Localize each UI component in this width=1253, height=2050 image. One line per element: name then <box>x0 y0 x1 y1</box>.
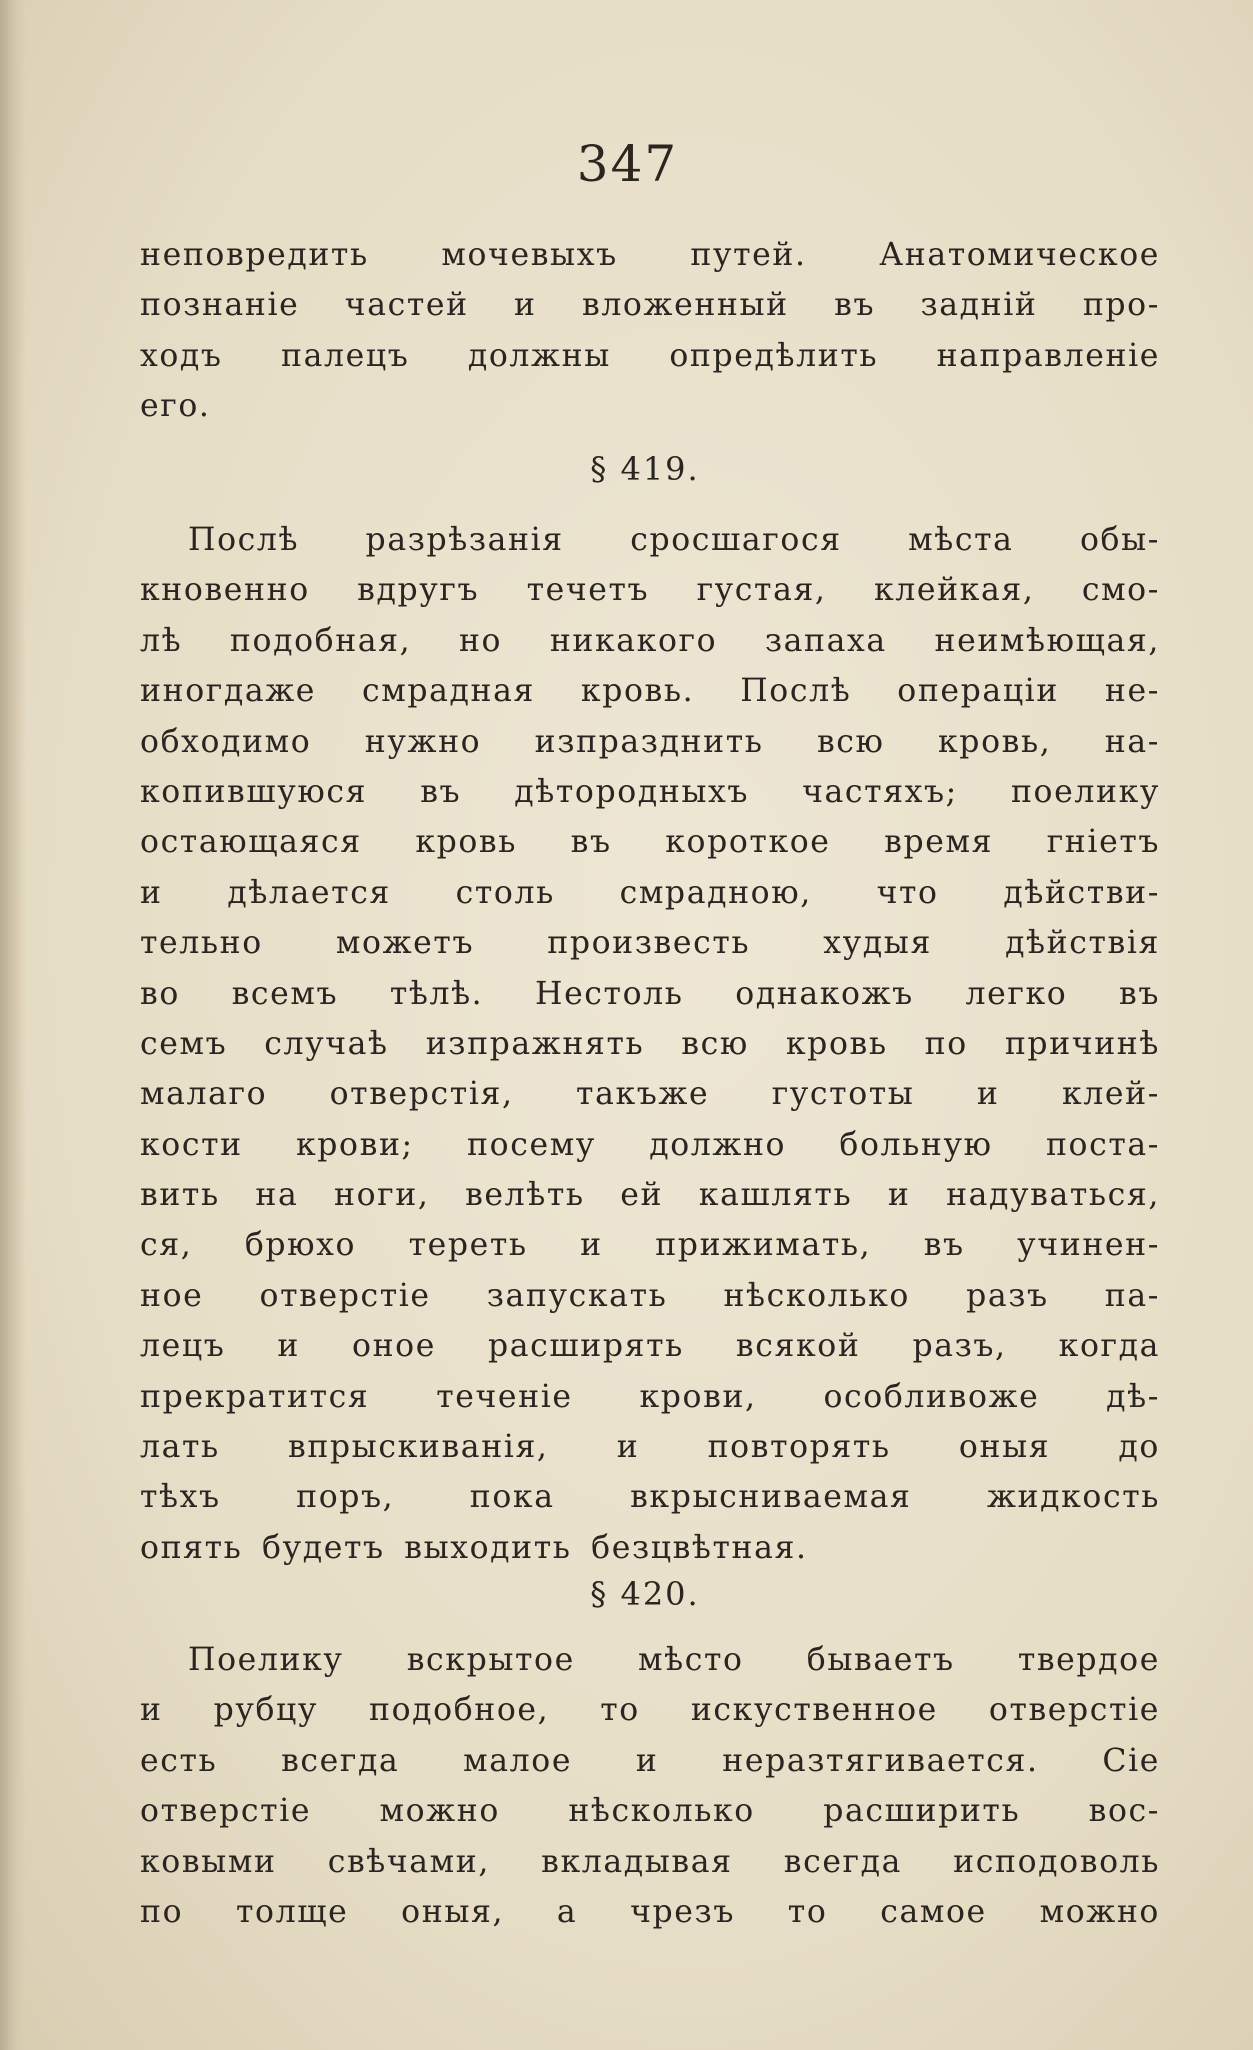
section-heading-419: § 419. <box>590 450 700 488</box>
text-line: Поелику вскрытое мѣсто бываетъ твердое <box>188 1642 1160 1678</box>
text-line: по толще оныя, а чрезъ то самое можно <box>140 1893 1160 1930</box>
page-gutter-shadow <box>0 0 26 2050</box>
text-line: кости крови; посему должно больную поста- <box>140 1126 1160 1163</box>
text-line: лѣ подобная, но никакого запаха неимѣющая, <box>140 622 1160 659</box>
text-line: тѣхъ поръ, пока вкрысниваемая жидкость <box>140 1479 1160 1516</box>
text-line: тельно можетъ произвесть худыя дѣйствія <box>140 925 1160 962</box>
text-line: малаго отверстія, такъже густоты и клей- <box>140 1076 1160 1113</box>
text-line: его. <box>140 388 211 425</box>
text-line: остающаяся кровь въ короткое время гніетъ <box>140 824 1160 861</box>
section-heading-420: § 420. <box>590 1575 700 1613</box>
text-line: прекратится теченіе крови, особливоже дѣ- <box>140 1378 1160 1415</box>
text-line: ходъ палецъ должны опредѣлить направленіе <box>140 337 1160 374</box>
text-line: опять будетъ выходить безцвѣтная. <box>140 1529 808 1566</box>
text-line: обходимо нужно изпразднить всю кровь, на- <box>140 723 1160 760</box>
text-line: кновенно вдругъ течетъ густая, клейкая, смо- <box>140 572 1160 609</box>
text-line: есть всегда малое и неразтягивается. Сіе <box>140 1742 1160 1779</box>
text-line: иногдаже смрадная кровь. Послѣ операціи не- <box>140 673 1160 710</box>
page-number: 347 <box>576 135 679 193</box>
text-line: семъ случаѣ изпражнять всю кровь по причинѣ <box>140 1025 1160 1062</box>
text-line: ся, брюхо тереть и прижимать, въ учинен- <box>140 1227 1160 1264</box>
text-line: познаніе частей и вложенный въ задній про- <box>140 287 1160 324</box>
text-line: лецъ и оное расширять всякой разъ, когда <box>140 1328 1160 1365</box>
paragraph-section-419 <box>140 515 1160 1573</box>
paragraph-continuation <box>140 230 1160 432</box>
text-line: вить на ноги, велѣть ей кашлять и надуваться, <box>140 1177 1160 1214</box>
text-line: и дѣлается столь смрадною, что дѣйстви- <box>140 874 1160 911</box>
text-line: Послѣ разрѣзанія сросшагося мѣста обы- <box>188 522 1160 558</box>
text-line: копившуюся въ дѣтородныхъ частяхъ; поелику <box>140 773 1160 810</box>
text-line: ковыми свѣчами, вкладывая всегда исподоволь <box>140 1843 1160 1880</box>
paragraph-section-420 <box>140 1635 1160 1937</box>
text-line: ное отверстіе запускать нѣсколько разъ па- <box>140 1277 1160 1314</box>
text-line: и рубцу подобное, то искуственное отверстіе <box>140 1692 1160 1729</box>
text-line: во всемъ тѣлѣ. Нестоль однакожъ легко въ <box>140 975 1160 1012</box>
text-line: отверстіе можно нѣсколько расширить вос- <box>140 1793 1160 1830</box>
text-line: неповредить мочевыхъ путей. Анатомическое <box>140 237 1160 273</box>
text-line: лать впрыскиванія, и повторять оныя до <box>140 1429 1160 1466</box>
